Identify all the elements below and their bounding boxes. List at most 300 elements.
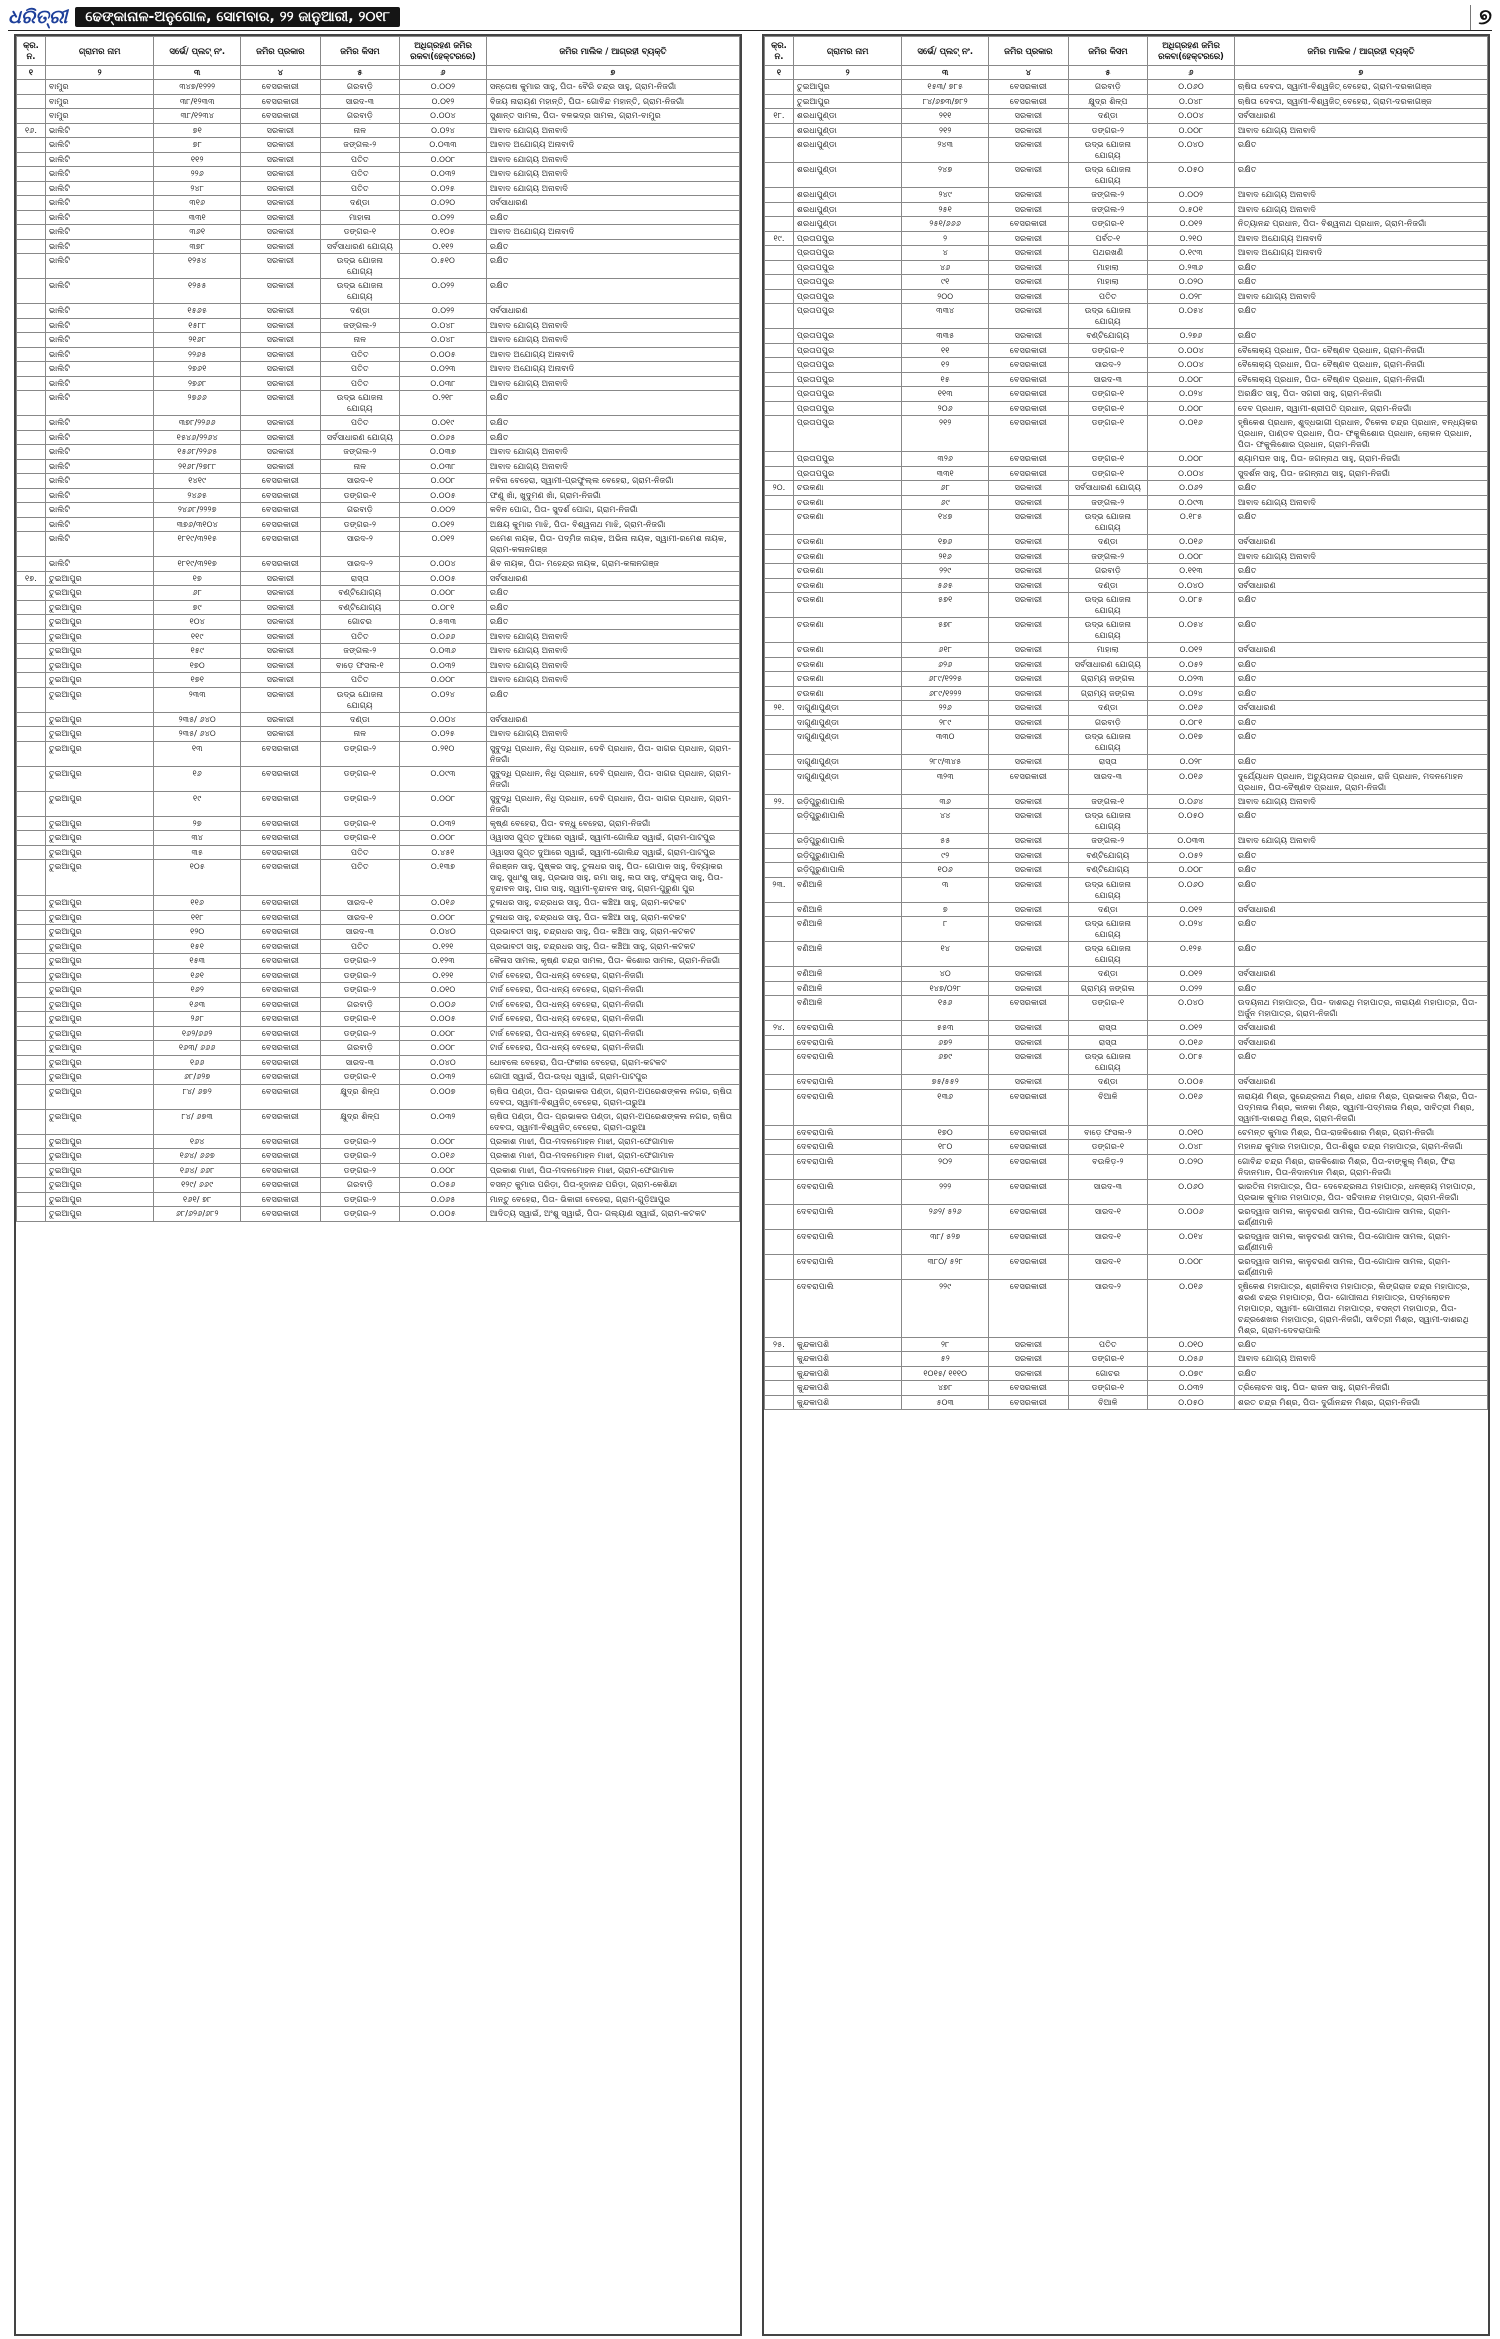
cell-land-type: ବେସରକାରୀ [241,1192,321,1207]
cell-kisam: ଜଙ୍ଗଲ-୨ [320,644,400,659]
cell-kisam: ଜଙ୍ଗଲ-୨ [320,138,400,153]
cell-area: ୦.୦୮୧ [1148,715,1235,730]
cell-area: ୦.୦୮୫ [1148,593,1235,618]
cell-village: ତୁଇଆପୁର [793,80,901,95]
cell-land-type: ବେସରକାରୀ [241,1149,321,1164]
cell-land-type: ବେସରକାରୀ [241,896,321,911]
cell-kisam: ଡଙ୍ଗର-୨ [320,791,400,816]
cell-owner: ରକ୍ଷିତ [486,600,739,615]
cell-village: ଦାଗୁଣାପୁଣ୍ଡା [793,715,901,730]
cell-serial [17,1134,46,1149]
cell-kisam: ପତିତ [320,376,400,391]
col-header-area: ଅଧିଗ୍ରହଣ ଜମିର ରକବା(ହେକ୍ଟରରେ) [400,37,487,66]
cell-land-type: ସରକାରୀ [989,981,1069,996]
table-row [17,1192,740,1207]
cell-area: ୦.୦୩୨ [1148,1381,1235,1396]
table-row [17,210,740,225]
cell-owner: ଶ୍ୟାମଘନ ସାହୁ, ପିତା- ଜଗନ୍ନାଥ ସାହୁ, ଗ୍ରାମ-ନିଜଗାଁ [1234,452,1487,467]
cell-area: ୦.୦୨୮ [1148,755,1235,770]
cell-serial [17,517,46,532]
cell-area: ୦.୦୩୩ [400,138,487,153]
cell-owner: ରକ୍ଷିତ [1234,1366,1487,1381]
cell-area: ୦.୦୩୩ [1148,834,1235,849]
cell-area: ୦.୦୩୨ [400,1109,487,1134]
cell-village: ବାମୁର [45,94,153,109]
cell-owner: ଆବାଦ ଯୋଗ୍ୟ ଅନାବାଦି [486,167,739,182]
cell-plot-number: ୧୫୩/ ୭୮୫ [902,80,989,95]
cell-village: ତୁଇଆପୁର [45,1012,153,1027]
cell-land-type: ବେସରକାରୀ [989,1140,1069,1155]
cell-owner: ତ୍ରିଲୋଚନ ସାହୁ, ପିତା- ରାଜନ ସାହୁ, ଗ୍ରାମ-ନିଜଗାଁ [1234,1381,1487,1396]
cell-area: ୦.୦୪୦ [400,1055,487,1070]
cell-kisam: ସର୍ବସାଧାରଣ ଯୋଗ୍ୟ [1068,481,1148,496]
cell-owner: ଆବାଦ ଯୋଗ୍ୟ ଅନାବାଦି [486,673,739,688]
cell-land-type: ସରକାରୀ [241,362,321,377]
cell-land-type: ସରକାରୀ [989,564,1069,579]
cell-kisam: ରାସ୍ତା [1068,1021,1148,1036]
cell-area: ୦.୦୦୫ [400,571,487,586]
cell-serial [765,1229,794,1254]
cell-land-type: ବେସରକାରୀ [241,968,321,983]
cell-kisam: ପର୍ବତ-୧ [1068,231,1148,246]
cell-owner: ସୁବୁଦ୍ଧି ପ୍ରଧାନ, ନିଧି ପ୍ରଧାନ, ଦେବି ପ୍ରଧାନ, ପିତା- ସାଗର ପ୍ରଧାନ, ଗ୍ରାମ-ନିଜଗାଁ [486,766,739,791]
cell-owner: ଆବାଦ ଯୋଗ୍ୟ ଅନାବାଦି [486,658,739,673]
cell-village: ଚଉକଣା [793,495,901,510]
cell-owner: ରକ୍ଷିତ [486,239,739,254]
cell-plot-number: ୭୮ [154,138,241,153]
cell-area: ୦.୦୫୨ [1148,848,1235,863]
cell-kisam: ଉଦ୍ଭ ଯୋଜନା ଯୋଗ୍ୟ [1068,593,1148,618]
cell-land-type: ବେସରକାରୀ [989,769,1069,794]
cell-kisam: ସାରଦ-୩ [320,925,400,940]
cell-plot-number: ୧୭ [154,571,241,586]
cell-village: ତୁଇଆପୁର [45,1041,153,1056]
cell-area: ୦.୦୪୦ [1148,138,1235,163]
cell-plot-number: ୧୭୦ [154,658,241,673]
cell-serial [17,109,46,124]
cell-serial [765,329,794,344]
cell-land-type: ସରକାରୀ [241,181,321,196]
cell-plot-number: ୬୭୨ [902,1035,989,1050]
cell-serial [17,94,46,109]
cell-plot-number: ୧୦୪ [154,615,241,630]
cell-area: ୦.୦୦୫ [400,1207,487,1222]
cell-land-type: ସରକାରୀ [989,755,1069,770]
cell-owner: ଋଷିତା ଦେବତା, ସ୍ୱାମୀ-ବିଶ୍ୱଜିତ୍ ବେହେରା, ଗ୍ରାମ-ଦରକାଗଞ୍ଜ [1234,94,1487,109]
cell-area: ୦.୦୨୩ [400,362,487,377]
table-row [765,618,1488,643]
cell-area: ୦.୦୬୦ [1148,1179,1235,1204]
cell-serial [17,1084,46,1109]
cell-plot-number: ୨୬୮ [154,1012,241,1027]
cell-owner: ପ୍ରଭାବତୀ ସାହୁ, ଚନ୍ଦ୍ରଧର ସାହୁ, ପିତା- କଞ୍ଚିଆ ସାହୁ, ଗ୍ରାମ-କଟକଟ [486,925,739,940]
cell-area: ୦.୦୬୫ [400,430,487,445]
cell-serial [765,1075,794,1090]
cell-land-type: ବେସରକାରୀ [989,1154,1069,1179]
table-row [17,860,740,896]
cell-owner: ଅକ୍ଷୟ କୁମାର ମାଝି, ପିତା- ବିଶ୍ୱନାଥ ମାଝି, ଗ୍ରାମ-ନିଜଗାଁ [486,517,739,532]
table-row [765,1254,1488,1279]
cell-village: ତୁଇଆପୁର [45,658,153,673]
cell-village: ତୁଇଆପୁର [45,1109,153,1134]
cell-area: ୦.୦୬୦ [1148,80,1235,95]
table-row [765,260,1488,275]
cell-village: ତୁଇଆପୁର [45,1192,153,1207]
cell-serial [765,358,794,373]
cell-serial [765,1279,794,1337]
cell-area: ୦.୦୦୮ [400,1026,487,1041]
cell-village: ଭାଲିଟି [45,333,153,348]
table-row [765,701,1488,716]
cell-area: ୦.୨୭୬ [1148,329,1235,344]
col-number: ୨ [793,66,901,80]
cell-village: ଦେବରାପାଲି [793,1035,901,1050]
table-row [17,766,740,791]
cell-plot-number: ୬୯ [902,495,989,510]
cell-plot-number: ୨୧୨ [902,416,989,452]
table-row [765,794,1488,809]
cell-plot-number: ୧୫୬୮/୨୨୬୫ [154,445,241,460]
cell-area: ୦.୦୧୨ [1148,967,1235,982]
cell-serial [765,304,794,329]
cell-serial [17,910,46,925]
cell-land-type: ସରକାରୀ [241,210,321,225]
cell-owner: ହୃଷିକେଶ ମହାପାତ୍ର, ଶ୍ରୀନିବାସ ମହାପାତ୍ର, ଲିଙ୍ଗରାଜ ଚନ୍ଦ୍ର ମହାପାତ୍ର, ଶରଣ ଚନ୍ଦ୍ର ମହାପାତ୍ର, ପିତା- ଗୋପୀନାଥ ମହାପାତ୍ର, ପଦ୍ମଲୋଚନ ମହାପାତ୍ର, ସ୍ୱାମୀ- ଗୋପୀନାଥ ମହାପାତ୍ର, ବସନ୍ତୀ ମହାପାତ୍ର, ପିତା-ଚନ୍ଦ୍ରଶେଖର ମହାପାତ୍ର, ଗ୍ରାମ-ନିଜଗାଁ, ସାବିତ୍ରୀ ମିଶ୍ର, ସ୍ୱାମୀ-ଦାଶରଥି ମିଶ୍ର, ଗ୍ରାମ-ଦେବରାପାଲି [1234,1279,1487,1337]
cell-land-type: ସରକାରୀ [241,644,321,659]
cell-serial [765,834,794,849]
cell-plot-number: ୬୮ [154,586,241,601]
cell-kisam: ଡଙ୍ଗର-୨ [320,1134,400,1149]
cell-area: ୦.୦୩୭ [400,445,487,460]
cell-kisam: ଗରବାଡ଼ି [320,80,400,95]
cell-land-type: ସରକାରୀ [989,275,1069,290]
cell-plot-number: ୧୨୯/ ୬୬୯ [154,1178,241,1193]
table-row [765,217,1488,232]
cell-village: ଭାଲିଟି [45,503,153,518]
cell-village: ଚଉକଣା [793,672,901,687]
cell-plot-number: ୨୧୬ [902,549,989,564]
cell-kisam: ରାସ୍ତା [320,571,400,586]
cell-village: ଭାଲିଟି [45,123,153,138]
table-row [765,163,1488,188]
cell-kisam: ଡଙ୍ଗର-୨ [1068,123,1148,138]
table-row [765,510,1488,535]
cell-area: ୦.୦୦୮ [400,673,487,688]
cell-plot-number: ୬୮ [902,481,989,496]
cell-plot-number: ୩୮/୧୨୩୩ [154,94,241,109]
cell-village: ଚଉକଣା [793,686,901,701]
cell-serial [765,1154,794,1179]
cell-kisam: ଡଙ୍ଗର-୧ [320,831,400,846]
cell-land-type: ସରକାରୀ [989,260,1069,275]
cell-plot-number: ୩୩୪ [902,304,989,329]
cell-serial [17,167,46,182]
cell-land-type: ବେସରକାରୀ [241,1178,321,1193]
cell-village: ଦେବରାପାଲି [793,1075,901,1090]
cell-land-type: ସରକାରୀ [241,673,321,688]
cell-area: ୦.୦୧୬ [1148,416,1235,452]
table-row [17,391,740,416]
cell-area: ୦.୦୧୬ [1148,1089,1235,1125]
cell-village: ଭାଲିଟି [45,488,153,503]
cell-village: ତୁଇଆପୁର [45,997,153,1012]
cell-village: ତୁଇଆପୁର [45,1070,153,1085]
table-row [17,1041,740,1056]
cell-serial [17,391,46,416]
cell-plot-number: ୨୩୫/ ୬୪୦ [154,712,241,727]
cell-kisam: ଗୋଚର [320,615,400,630]
cell-area: ୦.୦୩୨ [400,1070,487,1085]
cell-land-type: ସରକାରୀ [241,571,321,586]
cell-serial [765,1140,794,1155]
col-header-sl: କ୍ର. ନ. [765,37,794,66]
table-row [765,123,1488,138]
cell-owner: ଟାର୍ଜ ବେହେରା, ପିତା-ଧନ୍ୟ ବେହେରା, ଗ୍ରାମ-ନିଜଗାଁ [486,1026,739,1041]
table-row [17,571,740,586]
cell-kisam: ସାରଦ-୨ [320,532,400,557]
cell-owner: ଫଣୁ ଖାଁ, ଖୁଦୁମଣ ଖାଁ, ଗ୍ରାମ-ନିଜଗାଁ [486,488,739,503]
cell-kisam: ଦଣ୍ଡା [1068,701,1148,716]
right-table-body [765,80,1488,1410]
cell-land-type: ବେସରକାରୀ [241,845,321,860]
table-row [765,967,1488,982]
table-row [765,1125,1488,1140]
cell-area: ୦.୦୦୫ [400,347,487,362]
cell-land-type: ସରକାରୀ [989,794,1069,809]
cell-owner: ଆବାଦ ଯୋଗ୍ୟ ଅନାବାଦି [486,333,739,348]
cell-plot-number: ୧୬୨ [154,983,241,998]
cell-plot-number: ୨୪୯ [902,188,989,203]
cell-serial [765,1050,794,1075]
cell-plot-number: ୨୨୬୫ [154,347,241,362]
table-row [765,1366,1488,1381]
cell-village: ବଣିଆଳି [793,981,901,996]
table-row [17,1070,740,1085]
col-number: ୫ [320,66,400,80]
table-row [17,791,740,816]
cell-land-type: ସରକାରୀ [241,318,321,333]
cell-area: ୦.୦୧୨ [1148,902,1235,917]
table-row [17,727,740,742]
cell-kisam: ଡଙ୍ଗର-୧ [1068,452,1148,467]
cell-kisam: ଡଙ୍ଗର-୧ [1068,217,1148,232]
cell-village: ଶରଧାପୁଣ୍ଡା [793,123,901,138]
cell-village: ଦେବରାପାଲି [793,1179,901,1204]
table-row [765,495,1488,510]
cell-plot-number: ୬୨୬ [902,657,989,672]
cell-area: ୦.୦୦୮ [400,586,487,601]
cell-serial [17,712,46,727]
cell-plot-number: ୧୫୩ [154,954,241,969]
cell-kisam: ସାରଦ-୨ [1068,1279,1148,1337]
cell-kisam: ପତିତ [320,362,400,377]
cell-serial [17,741,46,766]
cell-kisam: ଡଙ୍ଗର-୧ [1068,1352,1148,1367]
cell-area: ୦.୦୦୪ [400,712,487,727]
cell-village: କୁନ୍ଦକାପଶି [793,1381,901,1396]
cell-land-type: ବେସରକାରୀ [989,387,1069,402]
cell-serial [17,925,46,940]
cell-area: ୦.୦୨୪ [400,687,487,712]
cell-land-type: ସରକାରୀ [989,686,1069,701]
table-row [17,687,740,712]
cell-kisam: ପତିତ [320,152,400,167]
cell-land-type: ବେସରକାରୀ [241,983,321,998]
cell-owner: ଆବାଦ ଯୋଗ୍ୟ ଅନାବାଦି [1234,794,1487,809]
cell-owner: ରକ୍ଷିତ [1234,329,1487,344]
cell-land-type: ବେସରକାରୀ [241,474,321,489]
cell-owner: ସୁବୁଦ୍ଧି ପ୍ରଧାନ, ନିଧି ପ୍ରଧାନ, ଦେବି ପ୍ରଧାନ, ପିତା- ସାଗର ପ୍ରଧାନ, ଗ୍ରାମ-ନିଜଗାଁ [486,741,739,766]
cell-village: ଶରଧାପୁଣ୍ଡା [793,202,901,217]
cell-plot-number: ୨୮ [902,1337,989,1352]
cell-owner: ରକ୍ଷିତ [1234,730,1487,755]
cell-land-type: ସରକାରୀ [241,279,321,304]
table-row [17,416,740,431]
cell-land-type: ବେସରକାରୀ [241,1070,321,1085]
cell-land-type: ସରକାରୀ [241,167,321,182]
table-row [17,1084,740,1109]
cell-area: ୦.୦୦୮ [400,152,487,167]
cell-area: ୦.୦୧୨ [1148,217,1235,232]
cell-kisam: ଉଦ୍ଭ ଯୋଜନା ଯୋଗ୍ୟ [1068,163,1148,188]
cell-plot-number: ୨୨୯ [902,564,989,579]
cell-kisam: ଜଙ୍ଗଲ-୨ [1068,834,1148,849]
table-row [17,1012,740,1027]
cell-owner: ରମେଶ ନାୟକ, ପିତା- ପଦ୍ମିଜ ନାୟକ, ଅଭିନା ନାୟକ, ସ୍ୱାମୀ-ରମେଶ ନାୟକ, ଗ୍ରାମ-କଳାନଗଞ୍ଜ [486,532,739,557]
cell-village: ତୁଇଆପୁର [45,727,153,742]
cell-plot-number: ୧୦୬ [902,863,989,878]
cell-serial [17,983,46,998]
cell-owner: ରକ୍ଷିତ [486,416,739,431]
cell-area: ୦.୦୦୮ [400,1163,487,1178]
cell-serial [765,755,794,770]
cell-kisam: ଜଙ୍ଗଲ-୨ [1068,549,1148,564]
cell-owner: ବୈଳୋକ୍ୟ ପ୍ରଧାନ, ପିତା- ବୈଷ୍ଣବ ପ୍ରଧାନ, ଗ୍ରାମ-ନିଜଗାଁ [1234,372,1487,387]
cell-area: ୦.୦୧୬ [1148,535,1235,550]
cell-village: ଭାଲିଟି [45,210,153,225]
cell-kisam: ଜଙ୍ଗଲ-୨ [320,318,400,333]
cell-village: ରଡ଼ିପୁରୁଣାପାଲି [793,863,901,878]
cell-land-type: ସରକାରୀ [989,834,1069,849]
cell-land-type: ବେସରକାରୀ [989,452,1069,467]
cell-owner: ସର୍ବସାଧାରଣ [1234,1021,1487,1036]
cell-plot-number: ୩୩୧ [902,466,989,481]
cell-serial [765,94,794,109]
cell-owner: ପ୍ରକାଶ ମାଝୀ, ପିତା-ମଦନମୋହନ ମାଝୀ, ଗ୍ରାମ-ଫେଗାମାଳ [486,1149,739,1164]
cell-owner: ସୁବୁଦ୍ଧି ପ୍ରଧାନ, ନିଧି ପ୍ରଧାନ, ଦେବି ପ୍ରଧାନ, ପିତା- ସାଗର ପ୍ରଧାନ, ଗ୍ରାମ-ନିଜଗାଁ [486,791,739,816]
cell-plot-number: ୧୫୮୮ [154,318,241,333]
cell-serial [17,488,46,503]
cell-owner: ରକ୍ଷିତ [486,615,739,630]
cell-village: ତୁଇଆପୁର [45,615,153,630]
cell-village: ବାମୁର [45,80,153,95]
cell-village: ଚଉକଣା [793,510,901,535]
cell-village: ତୁଇଆପୁର [45,925,153,940]
cell-land-type: ସରକାରୀ [241,586,321,601]
cell-plot-number: ୨୨୨ [902,1179,989,1204]
cell-kisam: ଉଦ୍ଭ ଯୋଜନା ଯୋଗ୍ୟ [1068,917,1148,942]
table-row [765,1140,1488,1155]
cell-village: ଭାଲିଟି [45,152,153,167]
cell-area: ୦.୦୪୮ [1148,1140,1235,1155]
table-row [17,152,740,167]
col-number: ୬ [400,66,487,80]
cell-village: ପ୍ରତାପପୁର [793,231,901,246]
table-row [17,503,740,518]
cell-serial [17,816,46,831]
table-row [765,1179,1488,1204]
cell-village: ଭାଲିଟି [45,181,153,196]
cell-village: ବାମୁର [45,109,153,124]
table-row [17,741,740,766]
cell-serial [17,430,46,445]
cell-land-type: ବେସରକାରୀ [241,741,321,766]
cell-plot-number: ୨୦୦ [902,289,989,304]
cell-serial [765,809,794,834]
table-row [17,333,740,348]
cell-area: ୦.୦୦୪ [1148,466,1235,481]
cell-village: ପ୍ରତାପପୁର [793,260,901,275]
cell-owner: କବିନ ପୋଦ୍ଦା, ପିତା- ସୁଦର୍ଶ ପୋଦ୍ଦା, ଗ୍ରାମ-ନିଜଗାଁ [486,503,739,518]
cell-owner: ଗୋବିନ୍ଦ ଚନ୍ଦ୍ର ମିଶ୍ର, ରାଜକିଶୋର ମିଶ୍ର, ପିତା-ବାଙ୍କୁଲ୍ ମିଶ୍ର, ଫିରା ନିଦାନମାନ, ପିତା-ନିଦାନମାନ ମିଶ୍ର, ଗ୍ରାମ-ନିଜଗାଁ [1234,1154,1487,1179]
cell-kisam: ବାଡ଼େ ଫସଲ-୧ [320,658,400,673]
col-number: ୨ [45,66,153,80]
cell-plot-number: ୧୮୧୯/୩୨୧୭ [154,557,241,572]
cell-kisam: ସାରଦ-୧ [1068,1254,1148,1279]
cell-land-type: ସରକାରୀ [989,657,1069,672]
cell-kisam: ବିଆଳି [1068,1089,1148,1125]
cell-village: ଭାଲିଟି [45,225,153,240]
cell-serial [17,347,46,362]
cell-village: ତୁଇଆପୁର [45,968,153,983]
cell-village: ଚଉକଣା [793,564,901,579]
cell-serial [17,210,46,225]
cell-owner: ଆବାଦ ଯୋଗ୍ୟ ଅନାବାଦି [1234,202,1487,217]
table-row [765,1381,1488,1396]
cell-kisam: ଦଣ୍ଡା [1068,902,1148,917]
cell-owner: ସର୍ବସାଧାରଣ [1234,643,1487,658]
cell-owner: ଆବାଦ ଯୋଗ୍ୟ ଅନାବାଦି [486,181,739,196]
cell-plot-number: ୧୧୨ [154,152,241,167]
cell-village: ଭାଲିଟି [45,318,153,333]
cell-kisam: ଡଙ୍ଗର-୧ [1068,401,1148,416]
cell-village: ଦେବରାପାଲି [793,1050,901,1075]
cell-plot-number: ୫୫୩ [902,1021,989,1036]
land-table-right [764,36,1488,1410]
cell-area: ୦.୦୦୭ [400,1084,487,1109]
cell-owner: ଆବାଦ ଯୋଗ୍ୟ ଅନାବାଦି [486,376,739,391]
cell-land-type: ସରକାରୀ [989,643,1069,658]
cell-kisam: ସାରଦ-୧ [1068,1229,1148,1254]
cell-kisam: ପତିତ [320,347,400,362]
cell-kisam: କ୍ଷୁଦ୍ର ଶିଳ୍ପ [320,1109,400,1134]
cell-owner: ସର୍ବସାଧାରଣ [486,712,739,727]
cell-kisam: ବିଆଳି [1068,1395,1148,1410]
cell-land-type: ସରକାରୀ [989,1352,1069,1367]
cell-owner: ସର୍ବସାଧାରଣ [1234,109,1487,124]
cell-plot-number: ୧୩୬ [902,1089,989,1125]
table-row [17,658,740,673]
cell-owner: ଆବାଦ ଅଯୋଗ୍ୟ ଅନାବାଦି [1234,246,1487,261]
table-row [765,452,1488,467]
cell-serial [17,416,46,431]
col-number: ୩ [154,66,241,80]
cell-area: ୦.୦୦୪ [1148,343,1235,358]
table-row [17,474,740,489]
table-row [765,981,1488,996]
cell-serial [17,727,46,742]
cell-area: ୦.୦୦୨ [400,503,487,518]
